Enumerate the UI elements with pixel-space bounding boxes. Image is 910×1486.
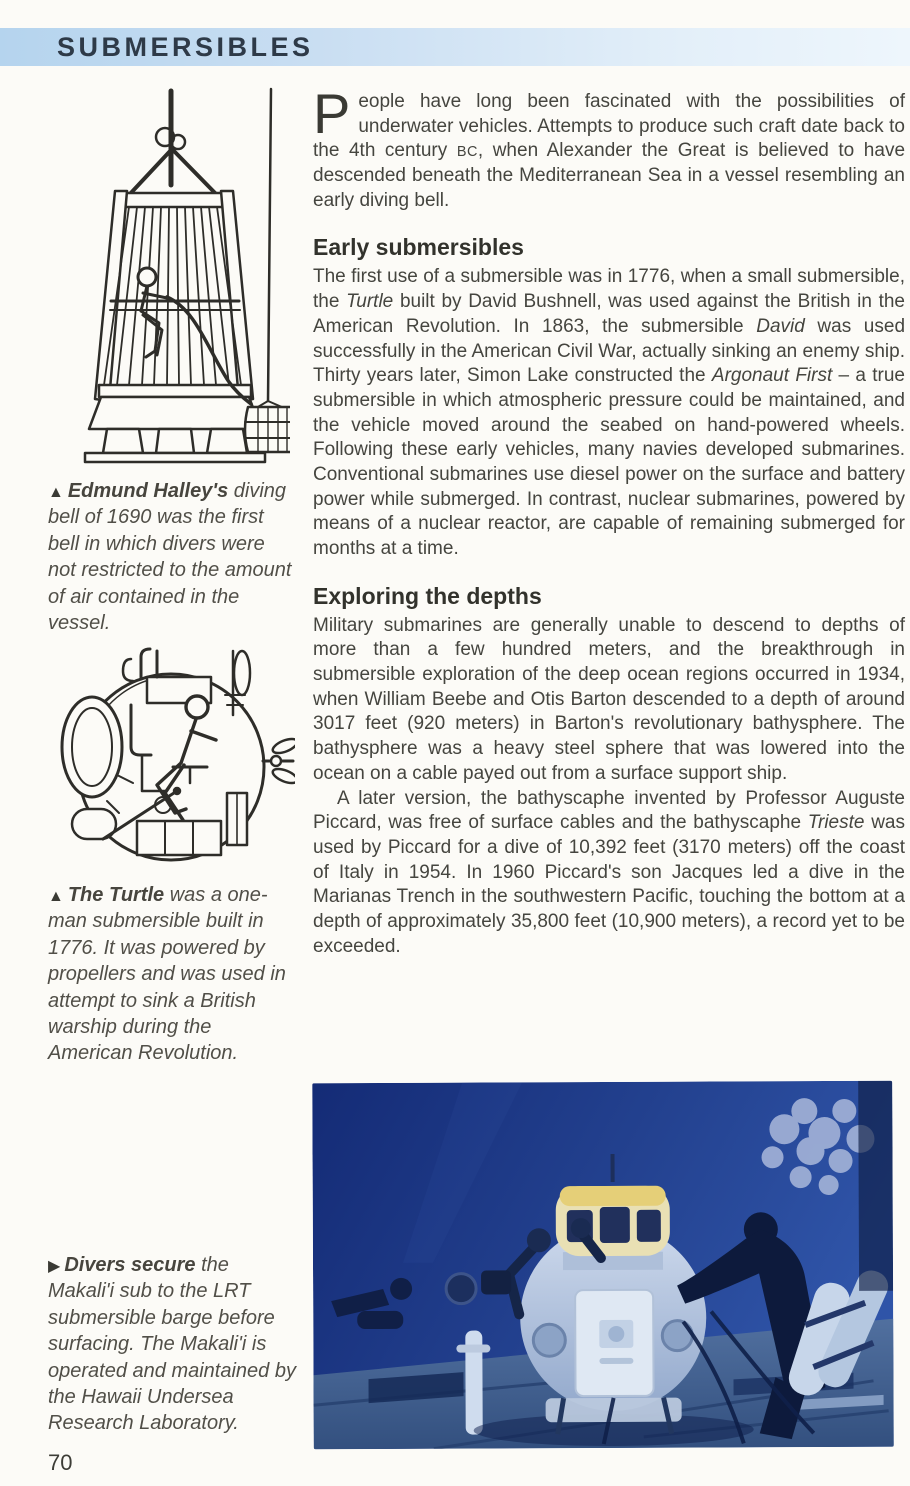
photo-divers-makalii <box>312 1081 894 1450</box>
triangle-right-icon: ▶ <box>48 1258 61 1275</box>
early-submersibles-paragraph: The first use of a submersible was in 1776, when a small submersible, the Turtle built by David Bushnell, was used against the British in the American Revolution. In 1863, the submersible David was used successfully in the American Civil War, actually sinking an enemy ship. Thirty years later, Simon Lake constructed the Argonaut First – a true submersible in which atmospheric pressure could be maintained, and the vehicle moved around the seabed on hand-powered wheels. Following these early vehicles, many navies developed submarines. Conventional submarines use diesel power on the surface and battery power while submerged. In contrast, nuclear submarines, powered by means of a nuclear reactor, are capable of remaining submerged for months at a time. <box>313 266 906 559</box>
caption-text: Edmund Halley's diving bell of 1690 was the first bell in which divers were not restricted to the amount of air contained in the vessel. <box>48 480 292 634</box>
page-title: SUBMERSIBLES <box>57 31 314 62</box>
turtle-submersible-illustration <box>45 643 295 878</box>
turtle-drawing <box>45 643 295 878</box>
intro-paragraph <box>313 82 906 213</box>
caption-text: The Turtle was a one-man submersible built in 1776. It was powered by propellers and was used in attempt to sink a British warship during the American Revolution. <box>48 884 286 1065</box>
caption-turtle <box>48 882 296 1067</box>
triangle-up-icon: ▲ <box>48 484 64 501</box>
exploring-depths-paragraph-1: Military submarines are generally unable to descend to depths of more than a few hundred meters, and the breakthrough in submersible exploration of the deep ocean regions occurred in 1934, when William Beebe and Otis Barton descended to a depth of around 3017 feet (920 meters) in Barton's revolutionary bathysphere. The bathysphere was a heavy steel sphere that was lowered into the ocean on a cable payed out from a surface support ship. <box>313 614 905 784</box>
intro-text: eople have long been fascinated with the possibilities of underwater vehicles. Attempts to produce such craft date back to the 4th century BC, when Alexander the Great is believed to have descended beneath the Mediterranean Sea in a vessel resembling an early diving bell. <box>313 91 906 211</box>
section-heading-early-submersibles: Early submersibles <box>313 234 524 261</box>
page-header <box>0 28 910 66</box>
section-heading-exploring-the-depths: Exploring the depths <box>313 582 542 609</box>
caption-text: Divers secure the Makali'i sub to the LRT submersible barge before surfacing. The Makali'i is operated and maintained by the Hawaii Undersea Research Laboratory. <box>48 1254 296 1435</box>
article-body <box>313 82 906 959</box>
caption-halley-diving-bell <box>48 478 296 636</box>
triangle-up-icon: ▲ <box>48 888 64 905</box>
exploring-depths-paragraph-2: A later version, the bathyscaphe invented by Professor Auguste Piccard, was free of surface cables and the bathyscaphe Trieste was used by Piccard for a dive of 10,392 feet (3170 meters) off the coast of Italy in 1954. In 1960 Piccard's son Jacques led a dive in the Marianas Trench in the southwestern Pacific, touching the bottom at a depth of approximately 35,800 feet (10,900 meters), a record yet to be exceeded. <box>313 787 905 957</box>
diving-bell-drawing <box>55 85 290 465</box>
caption-divers-makalii <box>48 1252 296 1437</box>
page-number: 70 <box>48 1450 73 1475</box>
halley-diving-bell-illustration <box>55 85 290 465</box>
underwater-photo-graphic <box>312 1081 894 1450</box>
drop-cap: P <box>313 82 351 145</box>
